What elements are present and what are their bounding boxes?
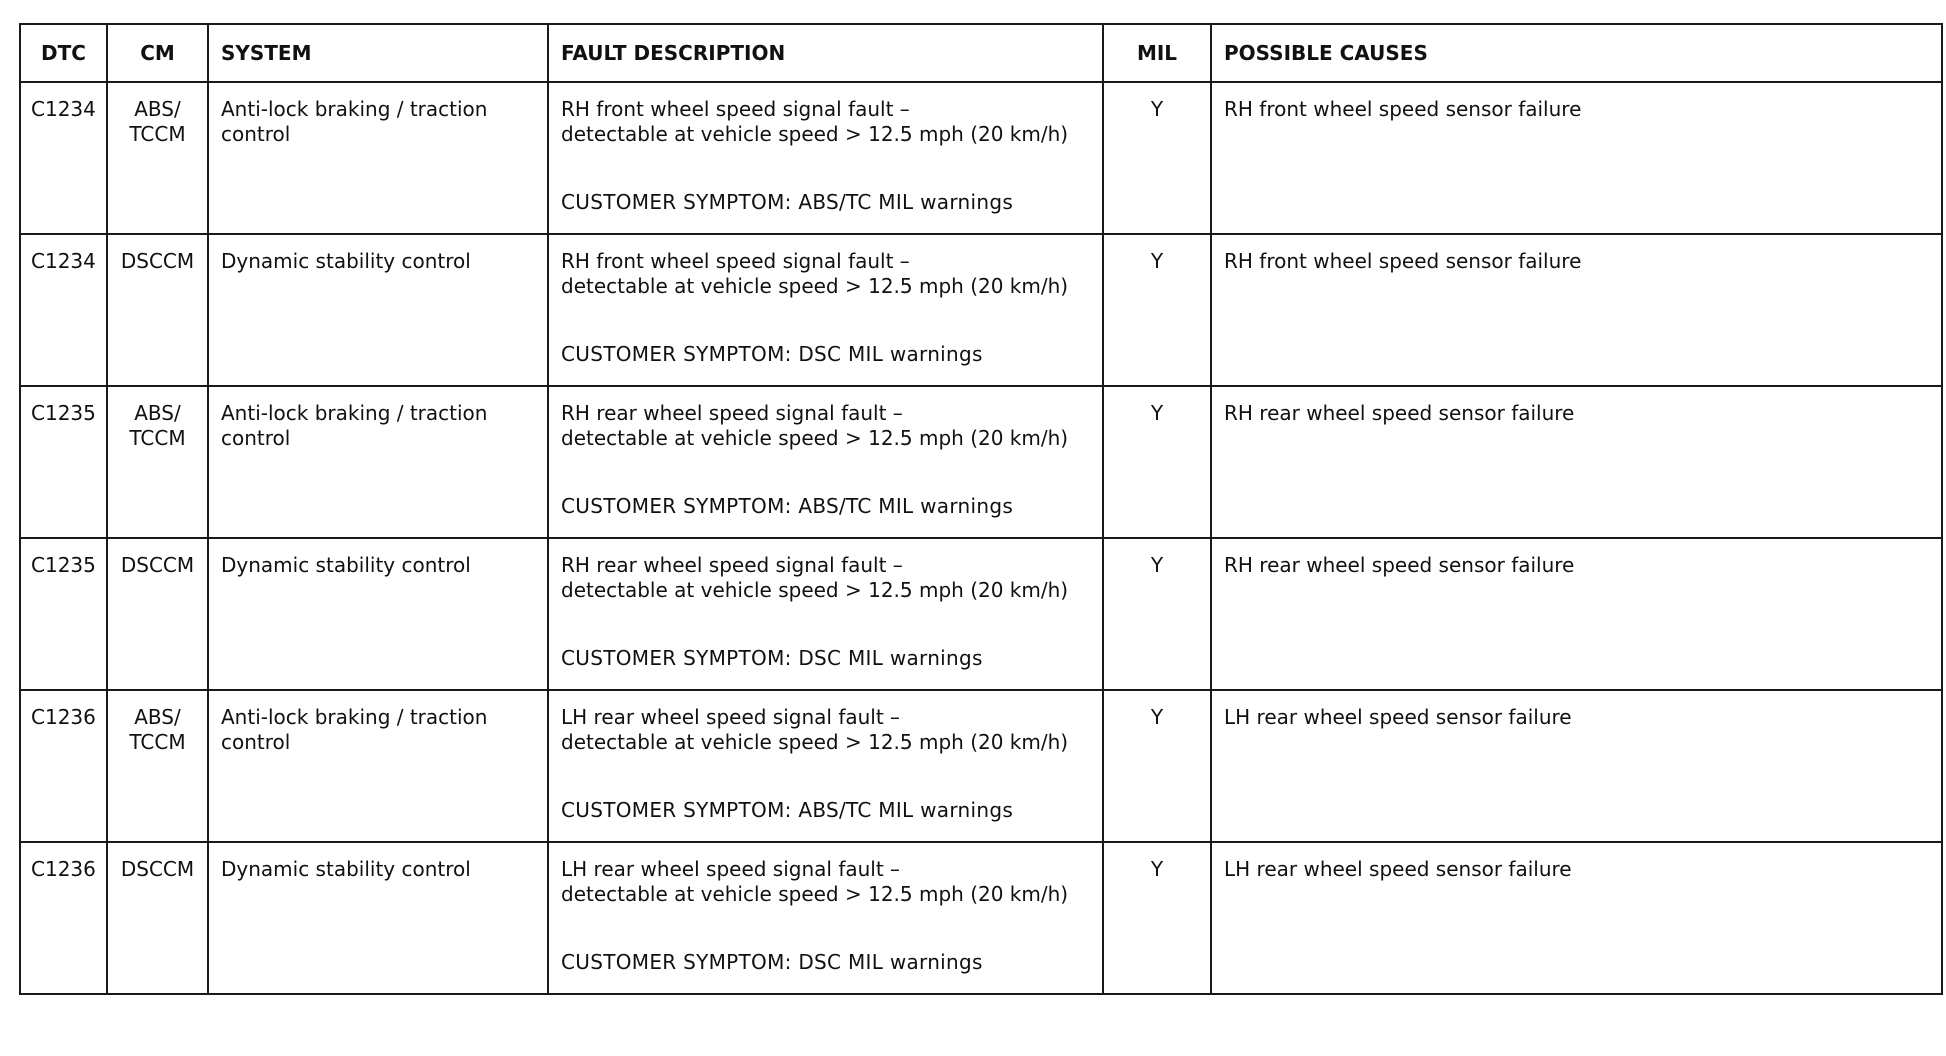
system-cell bbox=[208, 82, 548, 234]
possible-cause-text: RH rear wheel speed sensor failure bbox=[1224, 401, 1575, 425]
cm-cell bbox=[107, 82, 208, 234]
mil-flag: Y bbox=[1150, 249, 1164, 273]
header-row bbox=[20, 24, 1942, 82]
mil-flag: Y bbox=[1150, 553, 1164, 577]
fault-description-cell bbox=[548, 842, 1103, 994]
possible-causes-cell bbox=[1211, 690, 1942, 842]
dtc-cell bbox=[20, 234, 107, 386]
table-row bbox=[20, 842, 1942, 994]
fault-description-line: detectable at vehicle speed > 12.5 mph (20 km/h) bbox=[561, 882, 1069, 906]
header-dtc: DTC bbox=[20, 24, 107, 82]
system-cell bbox=[208, 386, 548, 538]
mil-flag: Y bbox=[1150, 857, 1164, 881]
dtc-table bbox=[19, 23, 1943, 995]
fault-description-cell bbox=[548, 690, 1103, 842]
dtc-code: C1236 bbox=[31, 705, 96, 729]
dtc-cell bbox=[20, 842, 107, 994]
fault-description-line: detectable at vehicle speed > 12.5 mph (20 km/h) bbox=[561, 578, 1069, 602]
fault-description-cell bbox=[548, 386, 1103, 538]
control-module: ABS/ TCCM bbox=[129, 97, 186, 146]
table-row bbox=[20, 234, 1942, 386]
system-text: Dynamic stability control bbox=[221, 249, 471, 273]
system-cell bbox=[208, 690, 548, 842]
possible-cause-text: RH rear wheel speed sensor failure bbox=[1224, 553, 1575, 577]
system-text: Anti-lock braking / traction control bbox=[221, 97, 488, 146]
cm-cell bbox=[107, 538, 208, 690]
possible-causes-cell bbox=[1211, 82, 1942, 234]
dtc-code: C1236 bbox=[31, 857, 96, 881]
fault-description-cell bbox=[548, 538, 1103, 690]
control-module: ABS/ TCCM bbox=[129, 705, 186, 754]
mil-cell bbox=[1103, 386, 1211, 538]
mil-flag: Y bbox=[1150, 97, 1164, 121]
system-cell bbox=[208, 538, 548, 690]
dtc-cell bbox=[20, 82, 107, 234]
control-module: ABS/ TCCM bbox=[129, 401, 186, 450]
dtc-cell bbox=[20, 690, 107, 842]
control-module: DSCCM bbox=[120, 249, 195, 273]
fault-description-line: RH rear wheel speed signal fault – bbox=[561, 401, 903, 425]
possible-causes-cell bbox=[1211, 386, 1942, 538]
possible-cause-text: RH front wheel speed sensor failure bbox=[1224, 249, 1582, 273]
possible-cause-text: RH front wheel speed sensor failure bbox=[1224, 97, 1582, 121]
possible-causes-cell bbox=[1211, 538, 1942, 690]
possible-cause-text: LH rear wheel speed sensor failure bbox=[1224, 857, 1572, 881]
fault-description-line: RH rear wheel speed signal fault – bbox=[561, 553, 903, 577]
mil-flag: Y bbox=[1150, 401, 1164, 425]
cm-cell bbox=[107, 234, 208, 386]
fault-description-line: detectable at vehicle speed > 12.5 mph (20 km/h) bbox=[561, 122, 1069, 146]
fault-description-line: LH rear wheel speed signal fault – bbox=[561, 857, 901, 881]
fault-description-line: LH rear wheel speed signal fault – bbox=[561, 705, 901, 729]
customer-symptom: CUSTOMER SYMPTOM: DSC MIL warnings bbox=[561, 950, 983, 974]
table-row bbox=[20, 82, 1942, 234]
mil-cell bbox=[1103, 82, 1211, 234]
table-row bbox=[20, 386, 1942, 538]
mil-cell bbox=[1103, 842, 1211, 994]
customer-symptom: CUSTOMER SYMPTOM: DSC MIL warnings bbox=[561, 342, 983, 366]
dtc-cell bbox=[20, 386, 107, 538]
table-row bbox=[20, 538, 1942, 690]
fault-description-line: detectable at vehicle speed > 12.5 mph (20 km/h) bbox=[561, 426, 1069, 450]
table-row bbox=[20, 690, 1942, 842]
control-module: DSCCM bbox=[120, 553, 195, 577]
mil-flag: Y bbox=[1150, 705, 1164, 729]
cm-cell bbox=[107, 690, 208, 842]
possible-causes-cell bbox=[1211, 842, 1942, 994]
dtc-code: C1235 bbox=[31, 553, 96, 577]
system-text: Anti-lock braking / traction control bbox=[221, 705, 488, 754]
fault-description-line: detectable at vehicle speed > 12.5 mph (20 km/h) bbox=[561, 274, 1069, 298]
possible-causes-cell bbox=[1211, 234, 1942, 386]
customer-symptom: CUSTOMER SYMPTOM: DSC MIL warnings bbox=[561, 646, 983, 670]
control-module: DSCCM bbox=[120, 857, 195, 881]
dtc-cell bbox=[20, 538, 107, 690]
system-text: Dynamic stability control bbox=[221, 857, 471, 881]
possible-cause-text: LH rear wheel speed sensor failure bbox=[1224, 705, 1572, 729]
customer-symptom: CUSTOMER SYMPTOM: ABS/TC MIL warnings bbox=[561, 798, 1014, 822]
customer-symptom: CUSTOMER SYMPTOM: ABS/TC MIL warnings bbox=[561, 494, 1014, 518]
mil-cell bbox=[1103, 234, 1211, 386]
fault-description-line: detectable at vehicle speed > 12.5 mph (20 km/h) bbox=[561, 730, 1069, 754]
cm-cell bbox=[107, 842, 208, 994]
cm-cell bbox=[107, 386, 208, 538]
system-cell bbox=[208, 842, 548, 994]
system-cell bbox=[208, 234, 548, 386]
fault-description-line: RH front wheel speed signal fault – bbox=[561, 97, 910, 121]
system-text: Anti-lock braking / traction control bbox=[221, 401, 488, 450]
header-fault-description: FAULT DESCRIPTION bbox=[548, 24, 1103, 82]
mil-cell bbox=[1103, 538, 1211, 690]
header-possible-causes: POSSIBLE CAUSES bbox=[1211, 24, 1942, 82]
dtc-code: C1234 bbox=[31, 97, 96, 121]
header-system: SYSTEM bbox=[208, 24, 548, 82]
mil-cell bbox=[1103, 690, 1211, 842]
fault-description-line: RH front wheel speed signal fault – bbox=[561, 249, 910, 273]
header-cm: CM bbox=[107, 24, 208, 82]
header-mil: MIL bbox=[1103, 24, 1211, 82]
fault-description-cell bbox=[548, 82, 1103, 234]
fault-description-cell bbox=[548, 234, 1103, 386]
system-text: Dynamic stability control bbox=[221, 553, 471, 577]
dtc-code: C1235 bbox=[31, 401, 96, 425]
dtc-code: C1234 bbox=[31, 249, 96, 273]
customer-symptom: CUSTOMER SYMPTOM: ABS/TC MIL warnings bbox=[561, 190, 1014, 214]
